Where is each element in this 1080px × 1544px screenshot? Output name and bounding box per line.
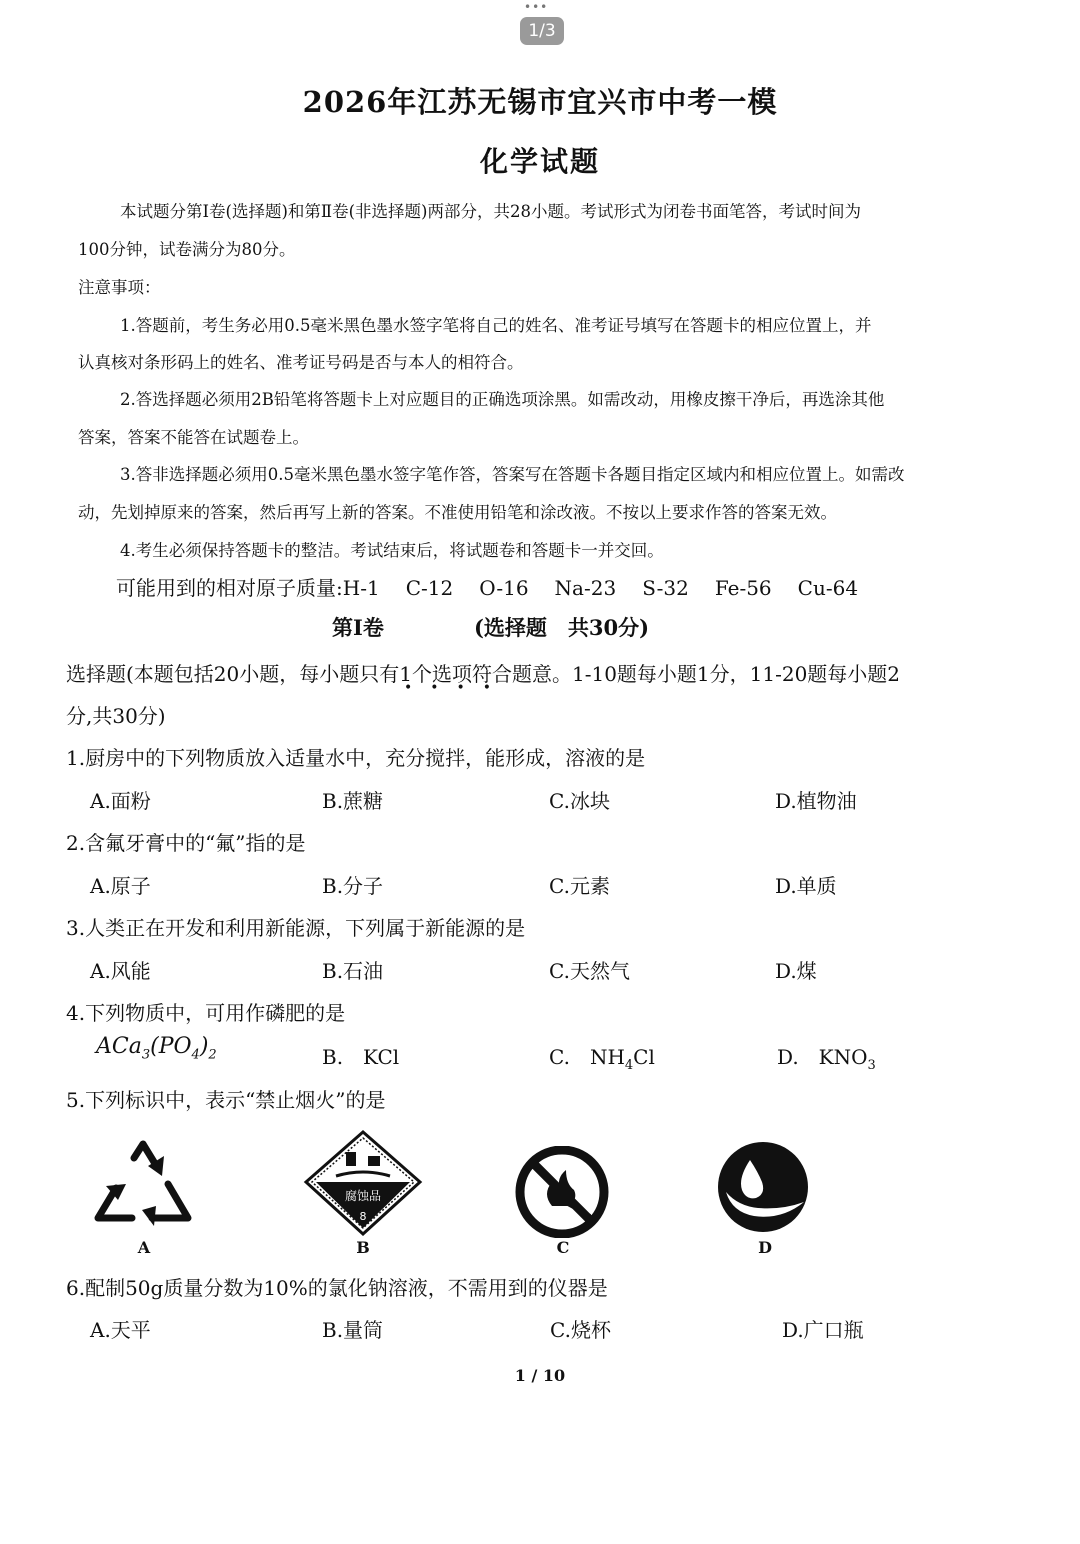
- page-indicator: 1/3: [520, 17, 564, 45]
- q3-option-b: B.石油: [322, 959, 384, 983]
- water-saving-sign-icon: [712, 1140, 814, 1234]
- note-3a: 3.答非选择题必须用0.5毫米黑色墨水签字笔作答，答案写在答题卡各题目指定区域内和相应位置上。如需改: [120, 465, 905, 484]
- viewer-top-bar: [0, 0, 1080, 52]
- q1-option-c: C.冰块: [549, 789, 610, 813]
- q5-label-d: D: [758, 1238, 772, 1257]
- instr-emphasis: 只有1个: [359, 662, 432, 686]
- q4-c-text: Cl: [633, 1045, 655, 1069]
- no-fire-sign-icon: [512, 1146, 612, 1238]
- question-2: 2.含氟牙膏中的“氟”指的是: [66, 831, 306, 855]
- q4-a-sub: 3: [141, 1047, 151, 1063]
- q4-d-text: D. KNO: [777, 1045, 868, 1069]
- note-2a: 2.答选择题必须用2B铅笔将答题卡上对应题目的正确选项涂黑。如需改动，用橡皮擦干净后，再选涂其他: [120, 390, 885, 409]
- question-6: 6.配制50g质量分数为10%的氯化钠溶液，不需用到的仪器是: [66, 1276, 608, 1300]
- corrosive-sign-icon: [302, 1130, 424, 1236]
- exam-title: 2026年江苏无锡市宜兴市中考一模: [302, 85, 778, 119]
- atomic-masses: [116, 572, 884, 601]
- q4-option-a: [96, 1034, 217, 1062]
- instr-post: 选项符合题意。1-10题每小题1分，11-20题每小题2: [432, 662, 901, 686]
- q1-option-b: B.蔗糖: [322, 789, 384, 813]
- note-1b: 认真核对条形码上的姓名、准考证号码是否与本人的相符合。: [78, 353, 524, 372]
- atomic-mass-item: S-32: [642, 576, 689, 600]
- q4-d-sub: 3: [867, 1058, 876, 1073]
- question-4: 4.下列物质中，可用作磷肥的是: [66, 1001, 346, 1025]
- q4-option-d: [777, 1041, 876, 1073]
- question-5: 5.下列标识中，表示“禁止烟火”的是: [66, 1088, 386, 1112]
- atomic-masses-label: 可能用到的相对原子质量:: [116, 576, 343, 600]
- q4-c-text: C. NH: [549, 1045, 625, 1069]
- q4-a-text: ): [199, 1034, 209, 1059]
- recycle-sign-icon: [90, 1130, 196, 1234]
- question-3: 3.人类正在开发和利用新能源，下列属于新能源的是: [66, 916, 526, 940]
- corrosive-sign-text: 腐蚀品: [344, 1189, 382, 1203]
- q6-option-c: C.烧杯: [550, 1318, 611, 1342]
- notes-heading: 注意事项：: [78, 278, 161, 297]
- more-dots-icon[interactable]: •••: [524, 0, 549, 14]
- atomic-mass-item: Fe-56: [714, 576, 772, 600]
- q4-a-sub: 2: [208, 1047, 217, 1063]
- atomic-mass-item: H-1: [342, 576, 380, 600]
- section-instructions-2: 分,共30分): [66, 704, 166, 728]
- intro-line-1: 本试题分第Ⅰ卷(选择题)和第Ⅱ卷(非选择题)两部分，共28小题。考试形式为闭卷书面笔答，考试时间为: [120, 202, 861, 221]
- q5-label-c: C: [556, 1238, 570, 1257]
- q3-option-a: A.风能: [90, 959, 151, 983]
- atomic-mass-item: C-12: [405, 576, 454, 600]
- q4-option-c: [549, 1041, 655, 1073]
- emphasis-dots: ••••: [404, 680, 510, 696]
- q4-a-sub: 4: [191, 1047, 200, 1063]
- q1-option-a: A.面粉: [90, 789, 151, 813]
- q4-a-text: ACa: [96, 1034, 142, 1059]
- exam-subtitle: 化学试题: [479, 145, 600, 178]
- section-title: 第Ⅰ卷: [332, 615, 384, 640]
- page-number: 1 / 10: [514, 1366, 566, 1385]
- note-1a: 1.答题前，考生务必用0.5毫米黑色墨水签字笔将自己的姓名、准考证号填写在答题卡的相应位置上，并: [120, 316, 872, 335]
- atomic-mass-item: Na-23: [554, 576, 617, 600]
- question-1: 1.厨房中的下列物质放入适量水中，充分搅拌，能形成，溶液的是: [66, 746, 646, 770]
- note-3b: 动，先划掉原来的答案，然后再写上新的答案。不准使用铅笔和涂改液。不按以上要求作答的答案无效。: [78, 503, 837, 522]
- q5-label-a: A: [137, 1238, 151, 1257]
- atomic-mass-item: O-16: [479, 576, 529, 600]
- q2-option-c: C.元素: [549, 874, 610, 898]
- q4-c-sub: 4: [624, 1058, 634, 1073]
- q2-option-d: D.单质: [775, 874, 837, 898]
- q3-option-d: D.煤: [775, 959, 817, 983]
- q6-option-d: D.广口瓶: [782, 1318, 864, 1342]
- q3-option-c: C.天然气: [549, 959, 630, 983]
- atomic-mass-item: Cu-64: [797, 576, 859, 600]
- intro-line-2: 100分钟，试卷满分为80分。: [78, 240, 296, 259]
- note-2b: 答案，答案不能答在试题卷上。: [78, 428, 309, 447]
- q5-label-b: B: [356, 1238, 370, 1257]
- q2-option-a: A.原子: [90, 874, 151, 898]
- q4-a-text: (PO: [150, 1034, 192, 1059]
- note-4: 4.考生必须保持答题卡的整洁。考试结束后，将试题卷和答题卡一并交回。: [120, 541, 664, 560]
- section-subtitle: (选择题 共30分): [474, 615, 650, 640]
- q6-option-a: A.天平: [90, 1318, 151, 1342]
- q2-option-b: B.分子: [322, 874, 384, 898]
- q1-option-d: D.植物油: [775, 789, 857, 813]
- q6-option-b: B.量筒: [322, 1318, 384, 1342]
- corrosive-sign-class: 8: [359, 1210, 367, 1223]
- instr-pre: 选择题(本题包括20小题，每小题: [66, 662, 360, 686]
- q4-option-b: B. KCl: [322, 1045, 400, 1069]
